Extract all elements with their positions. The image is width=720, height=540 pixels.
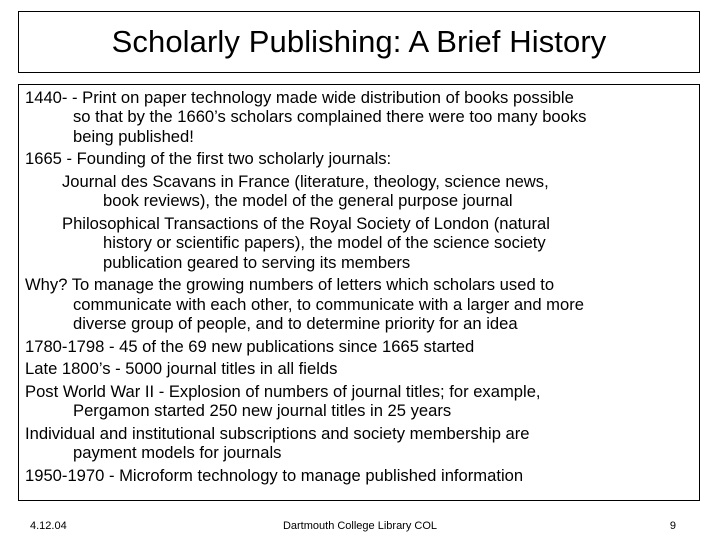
- text-line-1440-cont-2: being published!: [73, 126, 194, 146]
- slide-title-box: [18, 11, 700, 73]
- slide-content-box: [18, 84, 700, 501]
- text-line-1440: 1440- - Print on paper technology made wide distribution of books possible: [25, 88, 574, 107]
- text-line-1665: 1665 - Founding of the first two scholarly journals:: [25, 149, 392, 169]
- text-line-philosophical-transactions-cont-1: history or scientific papers), the model of the science society: [103, 233, 546, 253]
- footer-source: Dartmouth College Library COL: [282, 520, 438, 532]
- text-line-why-cont-2: diverse group of people, and to determine priority for an idea: [73, 313, 518, 333]
- text-line-1440-cont-1: so that by the 1660’s scholars complained there were too many books: [73, 107, 587, 127]
- text-line-why-cont-1: communicate with each other, to communicate with a larger and more: [73, 294, 584, 314]
- text-line-post-wwii-cont: Pergamon started 250 new journal titles in 25 years: [73, 401, 452, 421]
- text-line-journal-des-scavans: Journal des Scavans in France (literature, theology, science news,: [62, 171, 549, 191]
- text-line-journal-des-scavans-cont: book reviews), the model of the general purpose journal: [103, 191, 513, 211]
- footer-date: 4.12.04: [30, 520, 67, 532]
- text-line-1780-1798: 1780-1798 - 45 of the 69 new publications since 1665 started: [25, 336, 475, 356]
- slide-title: Scholarly Publishing: A Brief History: [111, 24, 607, 59]
- text-line-philosophical-transactions: Philosophical Transactions of the Royal Society of London (natural: [62, 213, 550, 233]
- text-line-philosophical-transactions-cont-2: publication geared to serving its members: [103, 252, 411, 272]
- text-line-why: Why? To manage the growing numbers of letters which scholars used to: [25, 275, 555, 295]
- text-line-1950-1970: 1950-1970 - Microform technology to manage published information: [25, 465, 524, 485]
- text-line-subscriptions: Individual and institutional subscriptions and society membership are: [25, 423, 530, 443]
- text-line-post-wwii: Post World War II - Explosion of numbers of journal titles; for example,: [25, 381, 541, 401]
- text-line-late-1800s: Late 1800’s - 5000 journal titles in all fields: [25, 359, 338, 379]
- footer-page-number: 9: [669, 520, 676, 532]
- text-line-subscriptions-cont: payment models for journals: [73, 443, 282, 463]
